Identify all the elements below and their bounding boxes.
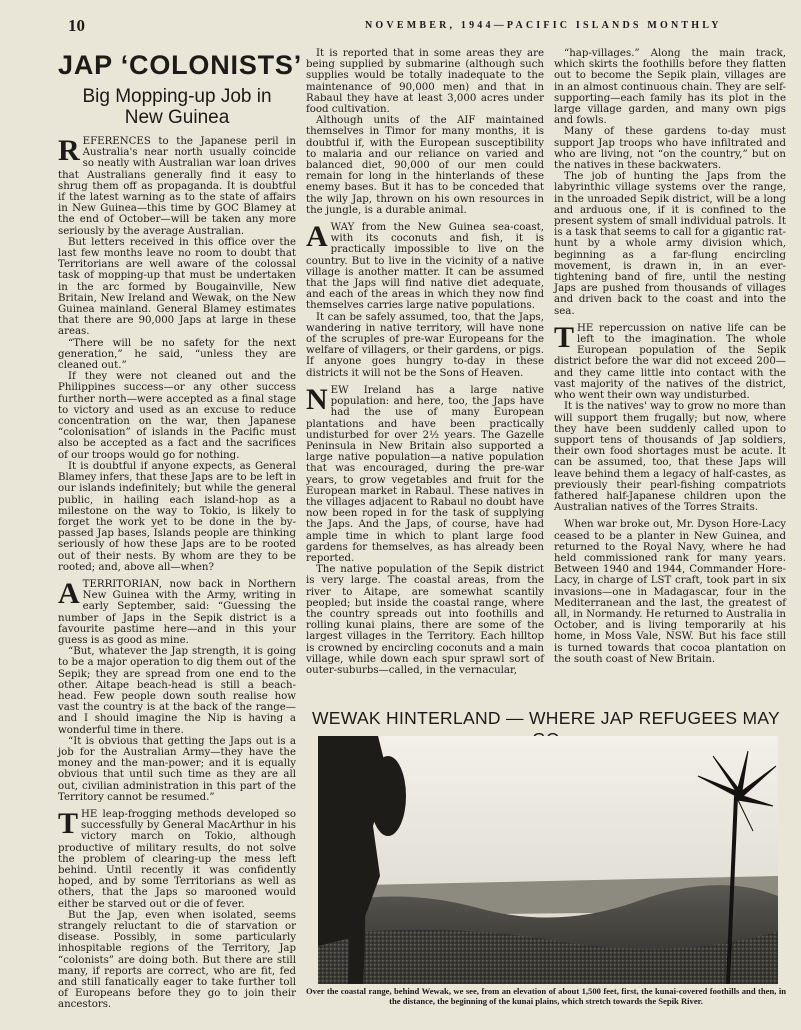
paragraph: “But, whatever the Jap strength, it is going to be a major operation to dig them out of the Sepik; they are spread from one end to the other. Aitape beach-head is still a beach-head. Few people down south realise how vast the country is at the back of the range—and I should imagine the Nip is having a wonderful time in there. bbox=[58, 646, 296, 736]
drop-cap: N bbox=[306, 382, 328, 416]
paragraph: The job of hunting the Japs from the labyrinthic village systems over the range, in the unroaded Sepik district, will be a long and arduous one, if it is confined to the present system of small individual patrols. It is a task that seems to call for a gigantic rat-hunt by a whole army division which, beginning as a far-flung encircling movement, is drawn in, in an ever-tightening band of fire, until the nesting Japs are pushed from thousands of villages and driven back to the coast and into the sea. bbox=[554, 171, 786, 317]
running-head: NOVEMBER, 1944—PACIFIC ISLANDS MONTHLY bbox=[365, 20, 722, 31]
column-1 bbox=[58, 48, 303, 1011]
drop-cap: T bbox=[554, 320, 575, 354]
paragraph-text: WAY from the New Guinea sea-coast, with its coconuts and fish, it is practically impossible to live on the country. But to live in the vicinity of a native village is another matter. It can be assumed that the Japs will find native diet adequate, and each of the areas in which they now find themselves carries large native populations. bbox=[306, 222, 544, 312]
photo-caption: Over the coastal range, behind Wewak, we see, from an elevation of about 1,500 feet, first, the kunai-covered foothills and then, in the distance, the beginning of the kunai plains, which stretch towards the Sepik River. bbox=[306, 986, 786, 1006]
paragraph-text: TERRITORIAN, now back in Northern New Guinea with the Army, writing in early September, said: “Guessing the number of Japs in the Sepik district is a favourite pastime here—and in this your guess is as good as mine. bbox=[58, 578, 296, 646]
column-2 bbox=[306, 48, 544, 676]
drop-cap: A bbox=[58, 576, 80, 610]
paragraph bbox=[306, 222, 544, 312]
paragraph: The native population of the Sepik district is very large. The coastal areas, from the river to Aitape, are somewhat scantily peopled; but inside the coastal range, where the country spreads out into foothills and rolling kunai plains, there are some of the largest villages in the Territory. Each hilltop is crowned by encircling coconuts and a main village, while down each spur sprawl sort of outer-suburbs—called, in the vernacular, bbox=[306, 564, 544, 676]
drop-cap: A bbox=[306, 220, 328, 254]
paragraph: It is the natives' way to grow no more than will support them frugally; but now, where they have been suddenly called upon to support tens of thousands of Jap soldiers, their own food shortages must be acute. It can be assumed, too, that these Japs will leave behind them a legacy of half-castes, as previously their pearl-fishing compatriots fathered half-Japanese children upon the Australian natives of the Torres Straits. bbox=[554, 401, 786, 514]
photo-title: WEWAK HINTERLAND — WHERE JAP REFUGEES MAY bbox=[311, 708, 780, 728]
subheadline bbox=[58, 86, 296, 128]
paragraph: “It is obvious that getting the Japs out is a job for the Australian Army—they have the money and the man-power; and it is equally obvious that until such time as they are all out, civilian administration in this part of the Territory cannot be resumed.” bbox=[58, 735, 296, 803]
paragraph bbox=[306, 382, 544, 564]
paragraph bbox=[58, 576, 296, 646]
paragraph: It is reported that in some areas they are being supplied by submarine (although such supplies would be totally inadequate to the maintenance of 90,000 men) and that in Rabaul they have at least 3,000 acres under food cultivation. bbox=[306, 48, 544, 116]
paragraph: “hap-villages.” Along the main track, which skirts the foothills before they flatten out to become the Sepik plain, villages are in an almost continuous chain. They are self-supporting—each family has its plot in the large village garden, and many own pigs and fowls. bbox=[554, 48, 786, 127]
paragraph: When war broke out, Mr. Dyson Hore-Lacy ceased to be a planter in New Guinea, and returned to the Royal Navy, where he had held commissioned rank for many years. Between 1940 and 1944, Commander Hore-Lacy, in charge of LST craft, took part in six invasions—one in Madagascar, four in the Mediterranean and the last, the greatest of all, in Normandy. He returned to Australia in October, and is living temporarily at his home, in Moss Vale, NSW. But his face still is turned towards that cocoa plantation on the south coast of New Britain. bbox=[554, 519, 786, 665]
paragraph: But the Jap, even when isolated, seems strangely reluctant to die of starvation or disease. Possibly, in some particularly inhospitable regions of the Territory, Jap “colonists” are doing both. But there are still many, if reports are correct, who are fit, fed and still fanatically eager to take further toll of Europeans before they go to join their ancestors. bbox=[58, 909, 296, 1011]
paragraph: Many of these gardens to-day must support Jap troops who have infiltrated and who are living, not “on the country,” but on the natives in these backwaters. bbox=[554, 126, 786, 172]
subhead-line-1: Big Mopping-up Job in bbox=[82, 86, 272, 107]
photo-block bbox=[306, 708, 786, 1018]
column-3 bbox=[554, 48, 786, 665]
paragraph: If they were not cleaned out and the Philippines success—or any other success further north—were accepted as a final stage to victory and used as an excuse to reduce concentration on the war, then Japanese “colonisation” of islands in the Pacific must also be accepted as a fact and the sacrifices of our troops would go for nothing. bbox=[58, 371, 296, 461]
paragraph-text: HE leap-frogging methods developed so successfully by General MacArthur in his victory march on Tokio, although productive of military results, do not solve the problem of clearing-up the mess left behind. Until recently it was confidently hoped, and by some Territorians as well as others, that the Japs so marooned would either be starved out or die of fever. bbox=[58, 808, 296, 910]
drop-cap: R bbox=[58, 134, 80, 167]
drop-cap: T bbox=[58, 806, 79, 840]
paragraph: It is doubtful if anyone expects, as General Blamey infers, that these Japs are to be left in our islands indefinitely; but while the general public, in hailing each island-hop as a milestone on the way to Tokio, is likely to forget the work yet to be done in the by-passed Jap bases, Islands people are thinking seriously of how these Japs are to be rooted out of their nests. By whom are they to be rooted; and, above all—when? bbox=[58, 460, 296, 573]
paragraph bbox=[58, 806, 296, 910]
subhead-line-2: New Guinea bbox=[124, 107, 230, 128]
landscape-photo bbox=[318, 736, 778, 984]
headline: JAP ‘COLONISTS’ bbox=[58, 50, 303, 80]
page-number: 10 bbox=[68, 16, 85, 35]
paragraph bbox=[58, 136, 296, 237]
paragraph: “There will be no safety for the next generation,” he said, “unless they are cleaned out.” bbox=[58, 337, 296, 372]
paragraph: But letters received in this office over the last few months leave no room to doubt that Territorians are well aware of the colossal task of mopping-up that must be undertaken in the arc formed by Bougainville, New Britain, New Ireland and Wewak, on the New Guinea mainland. General Blamey estimates that there are 90,000 Japs at large in these areas. bbox=[58, 236, 296, 338]
page-header bbox=[0, 0, 801, 42]
paragraph-text: EFERENCES to the Japanese peril in Australia's near north usually coincide so neatly with Australian war loan drives that Australians generally find it easy to shrug them off as propaganda. It is doubtful if the latest warning as to the state of affairs in New Guinea—this time by GOC Blamey at the end of October—will be taken any more seriously by the average Australian. bbox=[58, 136, 296, 237]
paragraph bbox=[554, 320, 786, 402]
paragraph: It can be safely assumed, too, that the Japs, wandering in native territory, will have none of the scruples of pre-war Europeans for the welfare of villagers, or their gardens, or pigs. If anyone goes hungry to-day in these districts it will not be the Sons of Heaven. bbox=[306, 311, 544, 379]
paragraph: Although units of the AIF maintained themselves in Timor for many months, it is doubtful if, with the European susceptibility to malaria and our reliance on varied and balanced diet, 90,000 of our men could remain for long in the hinterlands of these enemy bases. But it has to be conceded that the wily Jap, thrown on his own resources in the jungle, is a durable animal. bbox=[306, 115, 544, 216]
paragraph-text: EW Ireland has a large native population: and here, too, the Japs have had the use of many European plantations and have been practically undisturbed for over 2½ years. The Gazelle Peninsula in New Britain also supported a large native population—a native population that was encouraged, during the pre-war years, to grow vegetables and fruit for the European market in Rabaul. These natives in the villages adjacent to Rabaul no doubt have now been roped in for the task of supplying the Japs. And the Japs, of course, have had ample time in which to plant large food gardens for themselves, as has already been reported. bbox=[306, 384, 544, 564]
paragraph-text: HE repercussion on native life can be left to the imagination. The whole European population of the Sepik district before the war did not exceed 200—and they came little into contact with the vast majority of the natives of the district, who went their own way undisturbed. bbox=[554, 322, 786, 402]
